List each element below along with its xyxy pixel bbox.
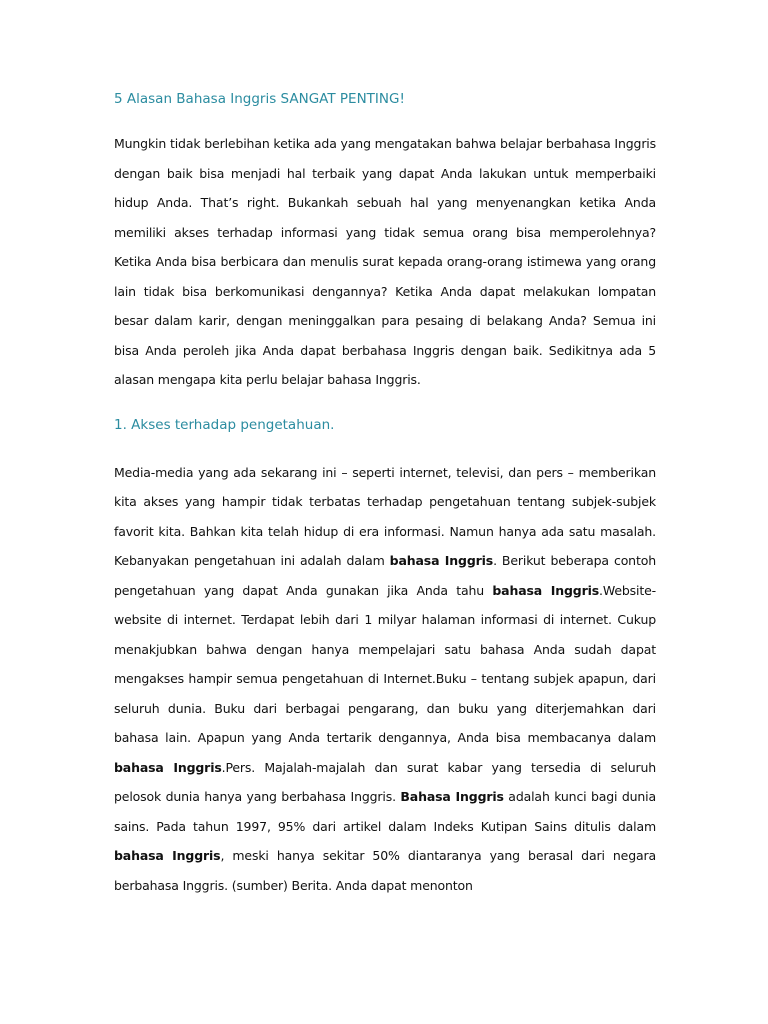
- text-run: adalah kunci bagi dunia sains. Pada tahun 1997, 95% dari artikel dalam Indeks Kutipan Sains ditulis dalam: [114, 789, 657, 834]
- document-page: [114, 86, 656, 900]
- text-run: . Berikut beberapa contoh pengetahuan yang dapat Anda gunakan jika Anda tahu: [114, 553, 656, 598]
- text-run: .Pers. Majalah-majalah dan surat kabar yang tersedia di seluruh pelosok dunia hanya yang berbahasa Inggris.: [114, 759, 656, 804]
- text-run: , meski hanya sekitar 50% diantaranya yang berasal dari negara berbahasa Inggris. (sumber) Berita. Anda dapat menonton: [114, 848, 656, 893]
- intro-paragraph: Mungkin tidak berlebihan ketika ada yang mengatakan bahwa belajar berbahasa Inggris dengan baik bisa menjadi hal terbaik yang dapat Anda lakukan untuk memperbaiki hidup Anda. That’s right. Bukankah sebuah hal yang menyenangkan ketika Anda memiliki akses terhadap informasi yang tidak semua orang bisa memperolehnya? Ketika Anda bisa berbicara dan menulis surat kepada orang-orang istimewa yang orang lain tidak bisa berkomunikasi dengannya? Ketika Anda dapat melakukan lompatan besar dalam karir, dengan meninggalkan para pesaing di belakang Anda? Semua ini bisa Anda peroleh jika Anda dapat berbahasa Inggris dengan baik. Sedikitnya ada 5 alasan mengapa kita perlu belajar bahasa Inggris.: [114, 136, 656, 387]
- bold-term: bahasa Inggris: [492, 582, 600, 598]
- section-paragraph-akses-pengetahuan: [114, 458, 656, 901]
- document-title: 5 Alasan Bahasa Inggris SANGAT PENTING!: [114, 91, 405, 107]
- text-run: Media-media yang ada sekarang ini – seperti internet, televisi, dan pers – memberikan kita akses yang hampir tidak terbatas terhadap pengetahuan tentang subjek-subjek favorit kita. Bahkan kita telah hidup di era informasi. Namun hanya ada satu masalah. Kebanyakan pengetahuan ini adalah dalam: [114, 464, 656, 568]
- bold-term: Bahasa Inggris: [400, 789, 504, 804]
- bold-term: bahasa Inggris: [114, 759, 222, 775]
- bold-term: bahasa Inggris: [389, 553, 494, 568]
- section-heading-akses-pengetahuan: 1. Akses terhadap pengetahuan.: [114, 416, 335, 433]
- text-run: .Website-website di internet. Terdapat lebih dari 1 milyar halaman informasi di internet. Cukup menakjubkan bahwa dengan hanya mempelajari satu bahasa Anda sudah dapat mengakses hampir semua pengetahuan di Internet.Buku – tentang subjek apapun, dari seluruh dunia. Buku dari berbagai pengarang, dan buku yang diterjemahkan dari bahasa lain. Apapun yang Anda tertarik dengannya, Anda bisa membacanya dalam: [114, 582, 656, 745]
- bold-term: bahasa Inggris: [114, 848, 221, 863]
